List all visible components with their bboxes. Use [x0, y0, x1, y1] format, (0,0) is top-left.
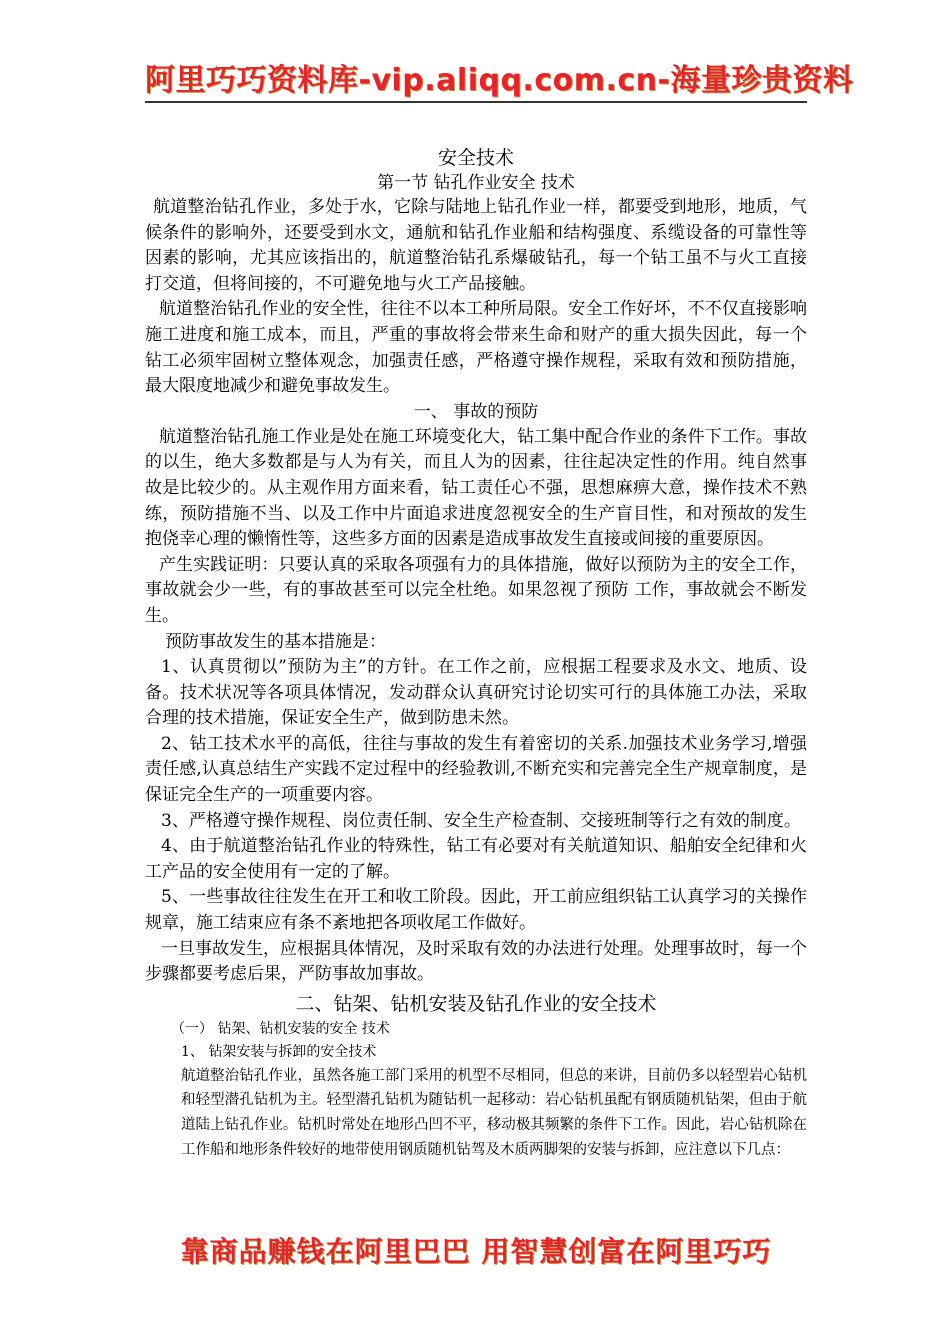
prevention-measure: 2、钻工技术水平的高低，往往与事故的发生有着密切的关系.加强技术业务学习,增强责任感,认真总结生产实践不定过程中的经验教训,不断充实和完善完全生产规章制度，是保证完全生产的一项重要内容。 — [145, 733, 807, 806]
subsection-subheading: 1、 钻架安装与拆卸的安全技术 — [181, 1043, 377, 1060]
prevention-measure: 1、认真贯彻以”预防为主”的方针。在工作之前，应根据工程要求及水文、地质、设备。技术状况等各项具体情况，发动群众认真研究讨论切实可行的具体施工办法，采取合理的技术措施，保证安全生产，做到防患未然。 — [145, 657, 807, 729]
section-title: 第一节 钻孔作业安全 技术 — [377, 173, 575, 193]
prevention-paragraph: 预防事故发生的基本措施是： — [165, 631, 386, 652]
prevention-paragraph: 产生实践证明：只要认真的采取各项强有力的具体措施，做好以预防为主的安全工作，事故就会少一些，有的事故甚至可以完全杜绝。如果忽视了预防 工作，事故就会不断发生。 — [145, 554, 807, 626]
subsection-block — [171, 1018, 807, 1162]
intro-paragraph: 航道整治钻孔作业的安全性，往往不以本工种所局限。安全工作好坏，不不仅直接影响施工进度和施工成本，而且，严重的事故将会带来生命和财产的重大损失因此，每一个钻工必须牢固树立整体观念，加强责任感，严格遵守操作规程，采取有效和预防措施，最大限度地减少和避免事故发生。 — [145, 299, 807, 397]
subsection-heading: （一） 钻架、钻机安装的安全 技术 — [171, 1020, 390, 1037]
prevention-measure: 4、由于航道整治钻孔作业的特殊性，钻工有必要对有关航道知识、船舶安全纪律和火工产品的安全使用有一定的了解。 — [145, 836, 807, 882]
footer-banner: 靠商品赚钱在阿里巴巴 用智慧创富在阿里巧巧 — [180, 1235, 772, 1268]
header-divider — [145, 101, 807, 103]
header-banner: 阿里巧巧资料库-vip.aliqq.com.cn-海量珍贵资料 — [145, 63, 854, 98]
heading-section-2: 二、钻架、钻机安装及钻孔作业的安全技术 — [295, 992, 657, 1015]
subsection-paragraph: 航道整治钻孔作业，虽然各施工部门采用的机型不尽相同，但总的来讲，目前仍多以轻型岩心钻机和轻型潜孔钻机为主。轻型潜孔钻机为随钻机一起移动：岩心钻机虽配有钢质随机钻架，但由于航道陆上钻孔作业。钻机时常处在地形凸凹不平，移动极其频繁的条件下工作。因此，岩心钻机除在工作船和地形条件较好的地带使用钢质随机钻驾及木质两脚架的安装与拆卸，应注意以下几点： — [181, 1067, 807, 1158]
prevention-paragraph: 航道整治钻孔施工作业是处在施工环境变化大，钻工集中配合作业的条件下工作。事故的以生，绝大多数都是与人为有关，而且人为的因素，往往起决定性的作用。纯自然事故是比较少的。从主观作用方面来看，钻工责任心不强，思想麻痹大意，操作技术不熟练，预防措施不当、以及工作中片面追求进度忽视安全的生产盲目性，和对预故的发生抱侥幸心理的懒惰性等，这些多方面的因素是造成事故发生直接或间接的重要原因。 — [145, 426, 807, 550]
prevention-measure: 3、严格遵守操作规程、岗位责任制、安全生产检查制、交接班制等行之有效的制度。 — [161, 810, 801, 831]
prevention-paragraph: 一旦事故发生，应根据具体情况，及时采取有效的办法进行处理。处理事故时，每一个步骤都要考虑后果，严防事故加事故。 — [145, 938, 807, 985]
document-title: 安全技术 — [437, 147, 514, 169]
document-body — [145, 145, 807, 1162]
intro-paragraph: 航道整治钻孔作业，多处于水，它除与陆地上钻孔作业一样，都要受到地形，地质，气候条件的影响外，还要受到水文，通航和钻孔作业船和结构强度、系缆设备的可靠性等因素的影响，尤其应该指出的，航道整治钻孔系爆破钻孔，每一个钻工虽不与火工直接打交道，但将间接的，不可避免地与火工产品接触。 — [145, 197, 807, 294]
heading-prevention: 一、 事故的预防 — [413, 401, 539, 422]
prevention-measure: 5、一些事故往往发生在开工和收工阶段。因此，开工前应组织钻工认真学习的关操作规章，施工结束应有条不紊地把各项收尾工作做好。 — [145, 887, 807, 934]
